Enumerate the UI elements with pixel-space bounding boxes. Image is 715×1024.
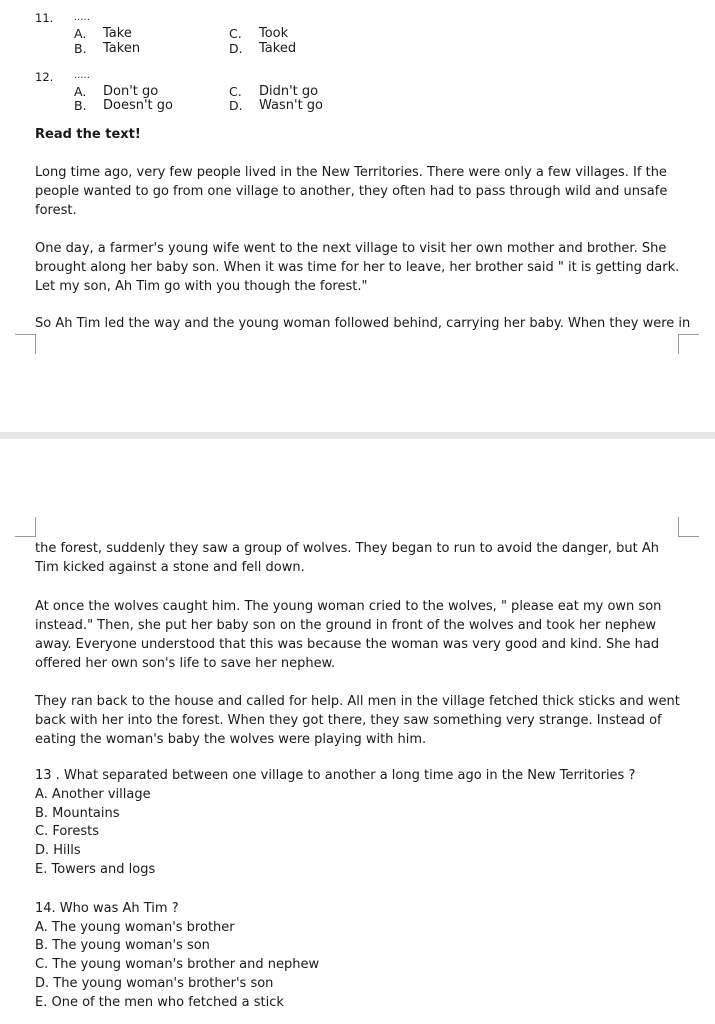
q14-option-e: E. One of the men who fetched a stick [35, 995, 284, 1010]
page-corner-mark [15, 334, 36, 354]
paragraph-3-start: So Ah Tim led the way and the young woman followed behind, carrying her baby. When they were in [35, 316, 691, 331]
q11-option-c-letter: C. [229, 26, 242, 41]
q13-option-a: A. Another village [35, 787, 151, 802]
q13-option-e: E. Towers and logs [35, 862, 156, 877]
q12-option-b-letter: B. [74, 98, 87, 113]
q13-option-c: C. Forests [35, 824, 100, 839]
q11-blank: ..... [74, 12, 90, 23]
paragraph-4: At once the wolves caught him. The young woman cried to the wolves, " please eat my own son instead." Then, she put her baby son on the ground in front of the wolves and took her nephew away. Everyone understood that this was because the woman was very good and kind. She had offered her own son's life to save her nephew. [35, 599, 662, 671]
q14-option-a: A. The young woman's brother [35, 920, 235, 935]
page-corner-mark [678, 517, 699, 537]
q14-option-c: C. The young woman's brother and nephew [35, 957, 320, 972]
q12-option-d-text: Wasn't go [259, 98, 324, 113]
q12-option-b-text: Doesn't go [103, 98, 173, 113]
q13-option-d: D. Hills [35, 843, 81, 858]
paragraph-5: They ran back to the house and called for help. All men in the village fetched thick sticks and went back with her into the forest. When they got there, they saw something very strange. Instead of eating the woman's baby the wolves were playing with him. [35, 694, 680, 747]
paragraph-1: Long time ago, very few people lived in the New Territories. There were only a few villages. If the people wanted to go from one village to another, they often had to pass through wild and unsafe forest. [35, 165, 668, 218]
q11-option-a-text: Take [103, 26, 132, 41]
page-corner-mark [678, 334, 699, 354]
q14-question: 14. Who was Ah Tim ? [35, 901, 179, 916]
q13-question: 13 . What separated between one village to another a long time ago in the New Territories ? [35, 768, 636, 783]
q11-option-d-letter: D. [229, 41, 243, 56]
q14-option-b: B. The young woman's son [35, 938, 210, 953]
q12-number: 12. [35, 70, 54, 84]
q12-option-c-letter: C. [229, 84, 242, 99]
paragraph-3-continued: the forest, suddenly they saw a group of wolves. They began to run to avoid the danger, but Ah Tim kicked against a stone and fell down. [35, 541, 660, 575]
page-break [0, 432, 715, 439]
paragraph-2: One day, a farmer's young wife went to the next village to visit her own mother and brother. She brought along her baby son. When it was time for her to leave, her brother said " it is getting dark. Let my son, Ah Tim go with you though the forest." [35, 241, 680, 294]
q12-option-a-letter: A. [74, 84, 87, 99]
q12-blank: ..... [74, 70, 90, 81]
q12-option-d-letter: D. [229, 98, 243, 113]
q11-option-c-text: Took [259, 26, 289, 41]
reading-heading: Read the text! [35, 127, 141, 142]
q11-option-a-letter: A. [74, 26, 87, 41]
q14-option-d: D. The young woman's brother's son [35, 976, 274, 991]
q11-option-b-text: Taken [103, 41, 141, 56]
q11-option-b-letter: B. [74, 41, 87, 56]
page-corner-mark [15, 517, 36, 537]
q12-option-c-text: Didn't go [259, 84, 319, 99]
q13-option-b: B. Mountains [35, 806, 120, 821]
q11-number: 11. [35, 11, 54, 25]
q12-option-a-text: Don't go [103, 84, 159, 99]
q11-option-d-text: Taked [259, 41, 297, 56]
